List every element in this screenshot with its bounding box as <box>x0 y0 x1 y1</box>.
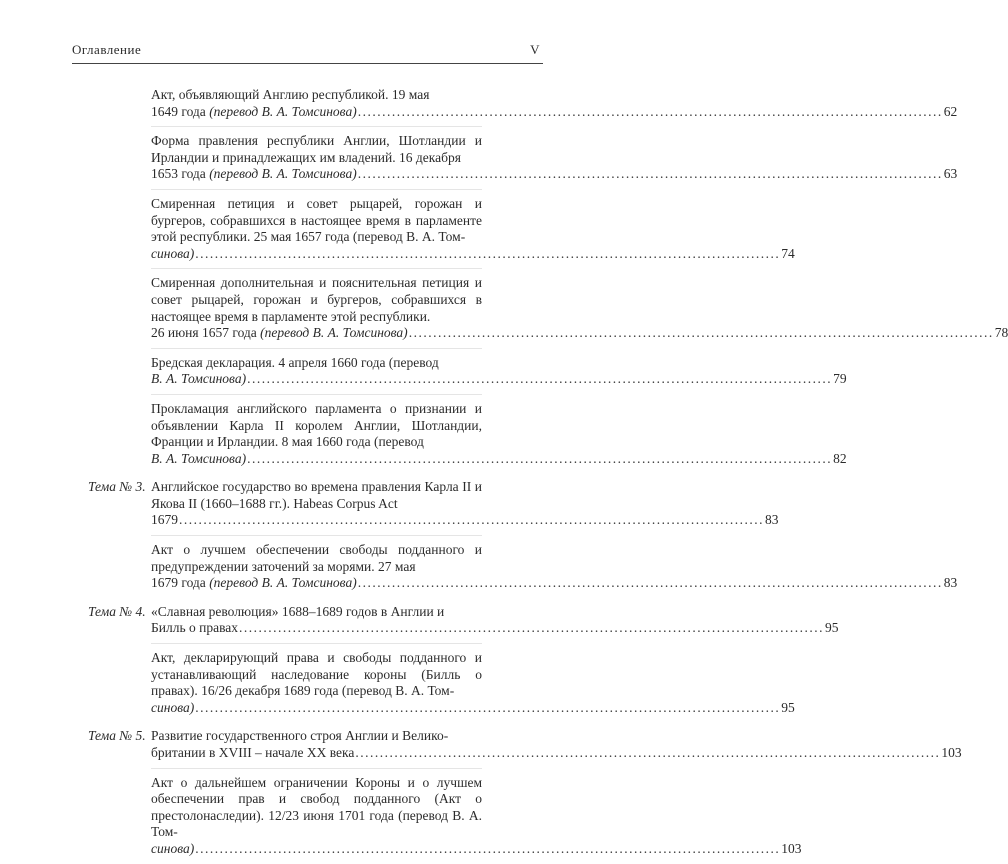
tail-plain: 1653 года <box>151 166 210 182</box>
entry-tail-line <box>151 371 847 388</box>
entry-page-number: 78 <box>994 325 1008 341</box>
leader-dots: ........................................................................................................................ <box>357 575 943 591</box>
tail-text <box>151 166 357 183</box>
tail-plain: 1679 <box>151 512 178 528</box>
tail-text <box>151 104 357 121</box>
entry-tail-line <box>151 450 847 468</box>
entry-separator <box>151 535 482 536</box>
toc-entry[interactable] <box>0 774 802 858</box>
tail-text <box>151 246 194 263</box>
translator-credit: В. А. Томсинова) <box>151 450 247 466</box>
translator-credit: (перевод В. А. Томсинова) <box>209 166 357 182</box>
entry-tail-line <box>151 745 962 762</box>
translator-credit: синова) <box>151 699 195 715</box>
leader-dots: ........................................................................................................................ <box>357 166 943 182</box>
translator-credit: (перевод В. А. Томсинова) <box>260 325 408 341</box>
translator-credit: В. А. Томсинова) <box>151 371 247 387</box>
entry-text: Смиренная дополнительная и пояснительная петиция и совет рыцарей, горожан и бургеров, собравшихся в настоящее время в парламенте этой республики. <box>151 275 482 324</box>
entry-text: Развитие государственного строя Англии и Велико- <box>151 728 449 744</box>
entry-page-number: 63 <box>943 166 958 182</box>
toc-entry[interactable] <box>0 354 847 388</box>
leader-dots: ........................................................................................................................ <box>195 245 781 261</box>
leader-dots: ........................................................................................................................ <box>195 699 781 715</box>
entry-text: Акт, декларирующий права и свободы подданного и устанавливающий наследование короны (Билль о правах). 16/26 декабря 1689 года (перевод В. А. Том- <box>151 650 482 699</box>
entry-text: Акт, объявляющий Англию республикой. 19 мая <box>151 87 430 102</box>
toc-entry[interactable] <box>0 650 795 716</box>
tail-text <box>151 512 178 529</box>
tail-text <box>151 575 357 592</box>
entry-separator <box>151 394 482 395</box>
leader-dots: ........................................................................................................................ <box>179 512 764 528</box>
entry-tail-line <box>151 575 958 592</box>
table-of-contents <box>0 87 1008 864</box>
toc-topic-entry[interactable] <box>0 603 839 637</box>
toc-entry[interactable] <box>0 400 847 467</box>
leader-dots: ........................................................................................................................ <box>357 103 943 119</box>
entry-separator <box>151 643 482 644</box>
entry-text: Прокламация английского парламента о признании и объявлении Карла II королем Англии, Шотландии, Франции и Ирландии. 8 мая 1660 года (перевод <box>151 400 482 450</box>
leader-dots: ........................................................................................................................ <box>239 620 825 636</box>
translator-credit: синова) <box>151 840 195 856</box>
tail-plain: Билль о правах <box>151 620 239 636</box>
topic-label: Тема № 4. <box>88 603 146 619</box>
section-title: Оглавление <box>72 42 142 57</box>
entry-page-number: 103 <box>781 840 802 856</box>
page-number: V <box>530 42 540 57</box>
entry-text: Смиренная петиция и совет рыцарей, горожан и бургеров, собравшихся в настоящее время в парламенте этой республики. 25 мая 1657 года (перевод В. А. Том- <box>151 195 482 245</box>
entry-tail-line <box>151 245 795 263</box>
tail-plain: 26 июня 1657 года <box>151 325 261 341</box>
running-header <box>72 42 542 64</box>
tail-plain: британии в XVIII – начале XX века <box>151 745 355 760</box>
entry-text: Бредская декларация. 4 апреля 1660 года (перевод <box>151 354 439 370</box>
entry-tail-line <box>151 512 779 529</box>
toc-entry[interactable] <box>0 133 958 183</box>
entry-separator <box>151 348 482 349</box>
leader-dots: ........................................................................................................................ <box>408 325 994 341</box>
entry-text: «Славная революция» 1688–1689 годов в Англии и <box>151 603 445 619</box>
entry-tail-line <box>151 699 795 717</box>
toc-entry[interactable] <box>0 87 958 120</box>
tail-text <box>151 371 246 388</box>
entry-separator <box>151 768 482 769</box>
entry-page-number: 62 <box>943 103 958 119</box>
translator-credit: (перевод В. А. Томсинова) <box>209 575 357 591</box>
tail-text <box>151 620 238 637</box>
entry-page-number: 95 <box>781 699 795 715</box>
entry-page-number: 74 <box>781 245 795 261</box>
entry-tail-line <box>151 840 802 858</box>
tail-text <box>151 700 194 717</box>
entry-text: Акт о дальнейшем ограничении Короны и о лучшем обеспечении прав и свобод подданного (Акт о престолонаследии). 12/23 июня 1701 года (перевод В. А. Том- <box>151 774 482 840</box>
tail-text <box>151 325 408 342</box>
entry-separator <box>151 189 482 190</box>
entry-page-number: 82 <box>833 450 847 466</box>
tail-plain: 1649 года <box>151 103 210 119</box>
entry-text: Английское государство во времена правления Карла II и Якова II (1660–1688 гг.). Habeas Corpus Act <box>151 479 482 511</box>
entry-tail-line <box>151 166 958 183</box>
header-rule <box>72 63 543 64</box>
entry-page-number: 95 <box>825 620 839 636</box>
entry-page-number: 79 <box>833 371 847 387</box>
toc-entry[interactable] <box>0 195 795 262</box>
entry-tail-line <box>151 103 958 121</box>
entry-separator <box>151 268 482 269</box>
translator-credit: синова) <box>151 245 195 261</box>
leader-dots: ........................................................................................................................ <box>247 371 833 387</box>
entry-text: Акт о лучшем обеспечении свободы подданного и предупреждении заточений за морями. 27 мая <box>151 542 482 574</box>
entry-page-number: 83 <box>765 512 779 528</box>
entry-tail-line <box>151 620 839 637</box>
topic-label: Тема № 3. <box>88 479 146 495</box>
leader-dots: ........................................................................................................................ <box>195 840 781 856</box>
entry-page-number: 83 <box>943 575 958 591</box>
toc-entry[interactable] <box>0 542 958 592</box>
entry-tail-line <box>151 325 1008 342</box>
toc-topic-entry[interactable] <box>0 728 962 761</box>
tail-text <box>151 745 354 762</box>
tail-text <box>151 841 194 858</box>
tail-text <box>151 451 246 468</box>
toc-topic-entry[interactable] <box>0 479 779 529</box>
entry-separator <box>151 126 482 127</box>
tail-plain: 1679 года <box>151 575 210 591</box>
entry-page-number: 103 <box>941 745 962 760</box>
entry-text: Форма правления республики Англии, Шотландии и Ирландии и принадлежащих им владений. 16 декабря <box>151 133 482 165</box>
topic-label: Тема № 5. <box>88 728 146 744</box>
leader-dots: ........................................................................................................................ <box>355 745 941 760</box>
leader-dots: ........................................................................................................................ <box>247 450 833 466</box>
toc-entry[interactable] <box>0 275 1008 341</box>
translator-credit: (перевод В. А. Томсинова) <box>209 103 357 119</box>
